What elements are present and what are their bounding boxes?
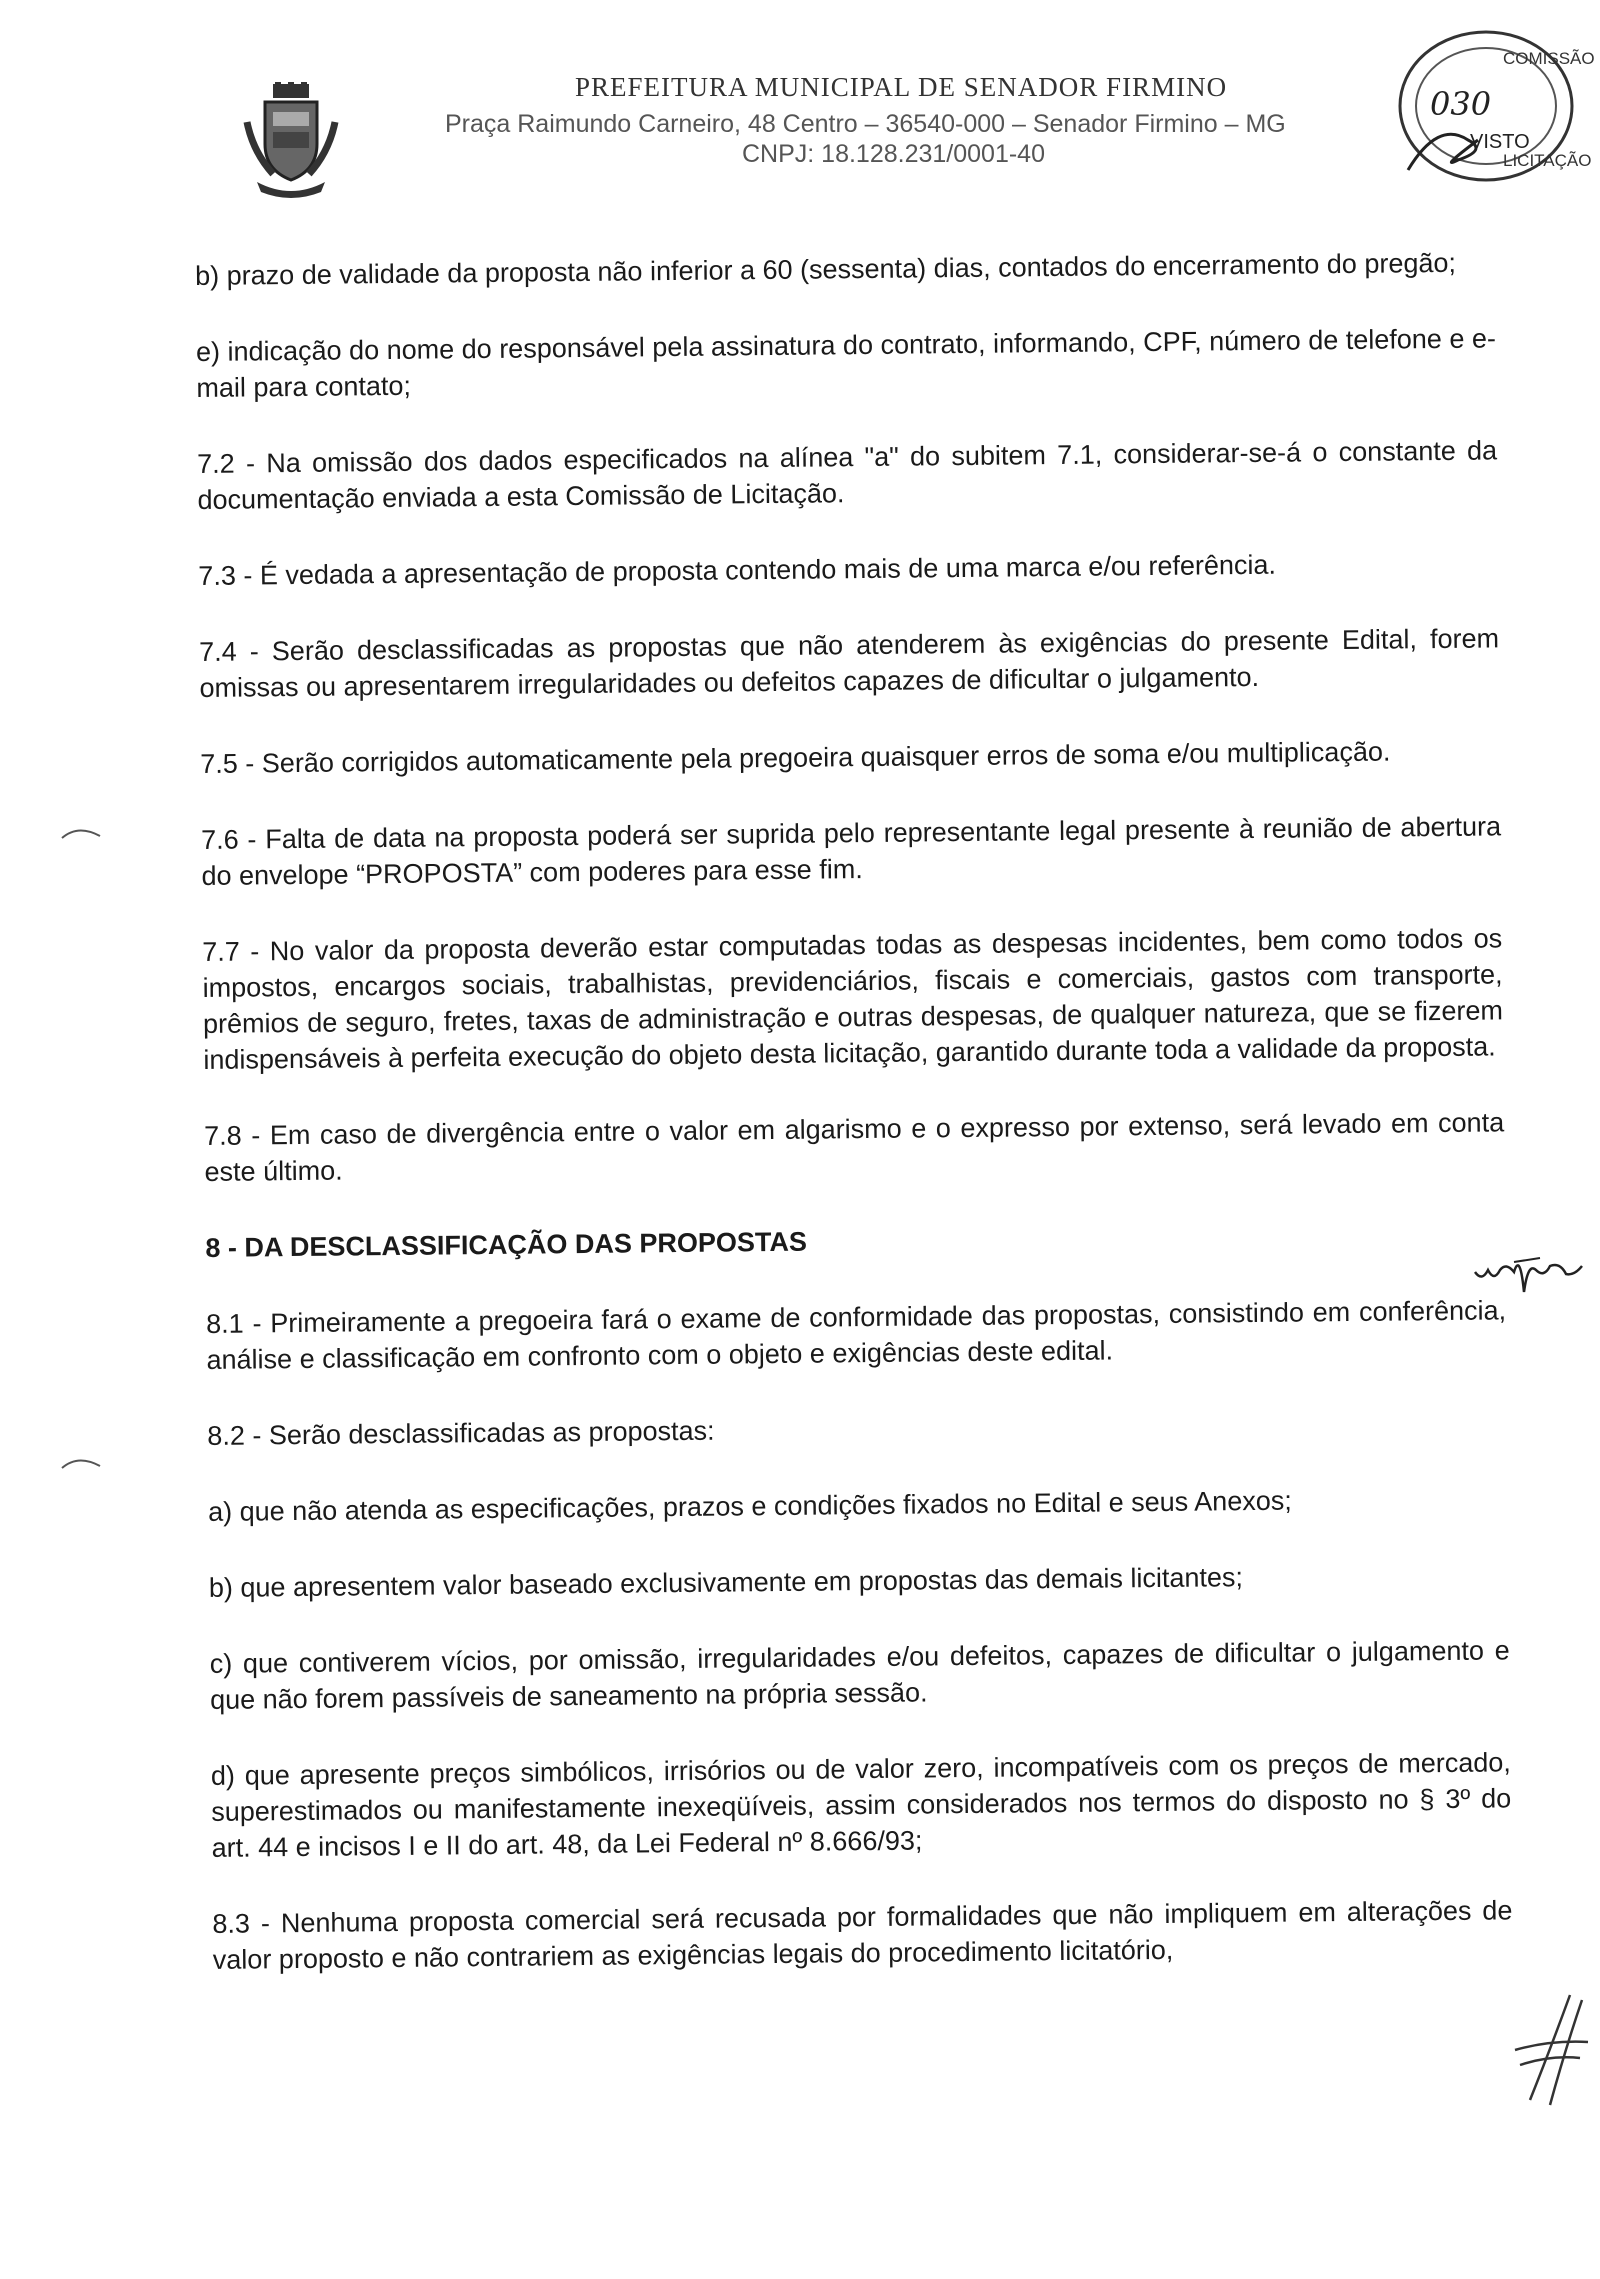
stamp-page-number: 030 [1430, 85, 1492, 123]
paragraph-7-5: 7.5 - Serão corrigidos automaticamente pela pregoeira quaisquer erros de soma e/ou multiplicação. [200, 736, 1391, 779]
paragraph-8-2-b: b) que apresentem valor baseado exclusivamente em propostas das demais licitantes; [208, 1562, 1244, 1603]
paragraph-8-1: 8.1 - Primeiramente a pregoeira fará o exame de conformidade das propostas, consistindo em conferência, análise e classificação em confronto com o objeto e exigências deste edital. [206, 1295, 1507, 1375]
handwritten-signature-icon [1470, 1232, 1600, 1302]
municipal-crest-icon [243, 82, 339, 198]
stamp-label: VISTO [1470, 131, 1530, 153]
paragraph-7-3: 7.3 - É vedada a apresentação de proposta contendo mais de uma marca e/ou referência. [198, 549, 1277, 591]
paragraph-8-2-a: a) que não atenda as especificações, prazos e condições fixados no Edital e seus Anexos; [207, 1485, 1292, 1527]
paragraph-8-3: 8.3 - Nenhuma proposta comercial será recusada por formalidades que não impliquem em alterações de valor proposto e não contrariem as exigências legais do procedimento licitatório, [212, 1895, 1513, 1975]
letterhead [0, 0, 1600, 210]
stamp-ring-bottom: LICITAÇÃO [1503, 151, 1592, 170]
document-body [195, 244, 1513, 2018]
paragraph-b-validity: b) prazo de validade da proposta não inferior a 60 (sessenta) dias, contados do encerramento do pregão; [195, 247, 1457, 291]
paragraph-e-responsible: e) indicação do nome do responsável pela assinatura do contrato, informando, CPF, número de telefone e e-mail para contato; [195, 323, 1497, 403]
paragraph-8-2: 8.2 - Serão desclassificadas as propostas: [207, 1415, 715, 1451]
organization-address: Praça Raimundo Carneiro, 48 Centro – 36540-000 – Senador Firmino – MG [445, 110, 1286, 138]
section-title-8: 8 - DA DESCLASSIFICAÇÃO DAS PROPOSTAS [205, 1226, 808, 1263]
stamp-ring-top: COMISSÃO [1503, 49, 1595, 68]
paragraph-7-8: 7.8 - Em caso de divergência entre o valor em algarismo e o expresso por extenso, será levado em conta este último. [204, 1107, 1505, 1187]
paragraph-7-4: 7.4 - Serão desclassificadas as propostas que não atenderem às exigências do presente Edital, forem omissas ou apresentarem irregularidades ou defeitos capazes de dificultar o julgamento. [198, 623, 1500, 703]
organization-name: PREFEITURA MUNICIPAL DE SENADOR FIRMINO [575, 72, 1228, 102]
paragraph-7-2: 7.2 - Na omissão dos dados especificados na alínea "a" do subitem 7.1, considerar-se-á o constante da documentação enviada a esta Comissão de Licitação. [197, 435, 1498, 515]
margin-mark [60, 1452, 110, 1472]
paragraph-7-6: 7.6 - Falta de data na proposta poderá ser suprida pelo representante legal presente à reunião de abertura do envelope “PROPOSTA” com poderes para esse fim. [200, 811, 1502, 891]
organization-cnpj: CNPJ: 18.128.231/0001-40 [742, 140, 1045, 168]
paragraph-8-2-d: d) que apresente preços simbólicos, irrisórios ou de valor zero, incompatíveis com os preços de mercado, superestimados ou manifestamente inexeqüíveis, assim considerados nos termos do disposto no § 3º do art. 44 e incisos I e II do art. 48, da Lei Federal nº 8.666/93; [210, 1747, 1512, 1863]
margin-mark [60, 822, 110, 842]
handwritten-initials-icon [1510, 1990, 1590, 2110]
paragraph-8-2-c: c) que contiverem vícios, por omissão, irregularidades e/ou defeitos, capazes de dificultar o julgamento e que não forem passíveis de saneamento na própria sessão. [209, 1635, 1510, 1715]
commission-stamp-icon [1378, 20, 1595, 190]
paragraph-7-7: 7.7 - No valor da proposta deverão estar computadas todas as despesas incidentes, bem como todos os impostos, encargos sociais, trabalhistas, previdenciários, fiscais e comerciais, gastos com transporte, prêmios de seguro, fretes, taxas de administração e outras despesas, de qualquer natureza, que se fizerem indispensáveis à perfeita execução do objeto desta licitação, garantido durante toda a validade da proposta. [202, 923, 1504, 1075]
